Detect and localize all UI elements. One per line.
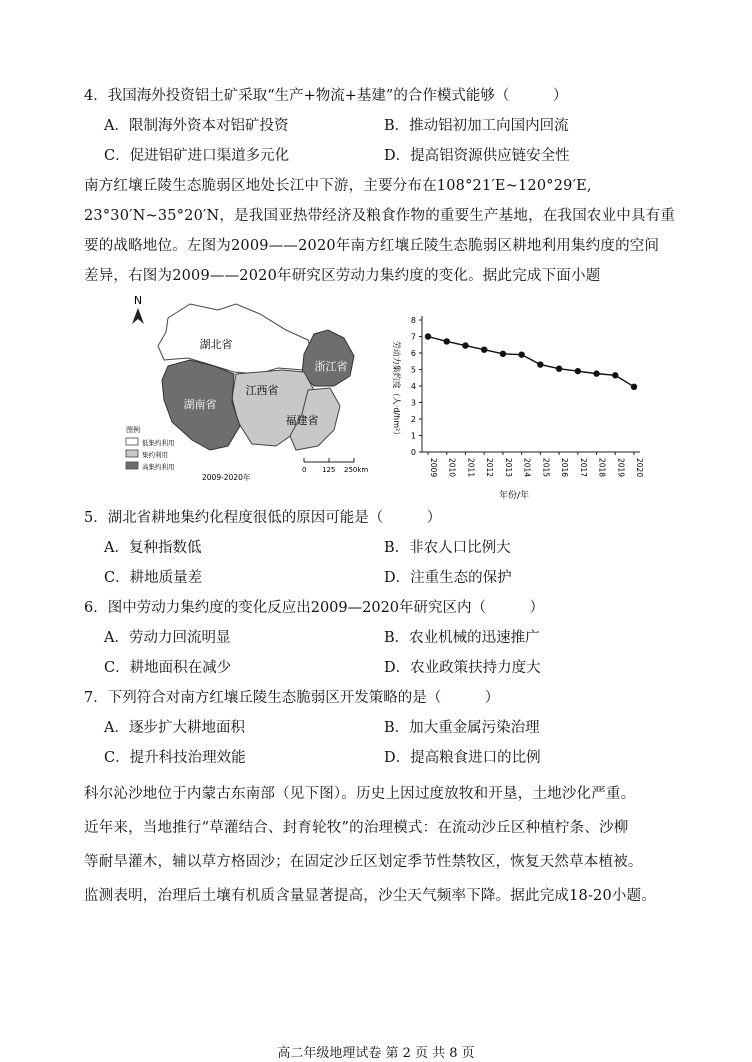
q7-option-d: D．提高粮食进口的比例 bbox=[384, 750, 541, 766]
scale-label-0: 0 bbox=[302, 466, 307, 474]
data-point bbox=[575, 368, 581, 374]
q4-option-d: D．提高铝资源供应链安全性 bbox=[384, 148, 570, 164]
intro1-line-3: 要的战略地位。左图为2009——2020年南方红壤丘陵生态脆弱区耕地利用集约度的空间 bbox=[84, 238, 660, 254]
y-tick-label: 2 bbox=[410, 415, 416, 424]
x-tick-label: 2019 bbox=[616, 458, 626, 478]
y-tick-label: 0 bbox=[410, 448, 416, 457]
y-tick-label: 8 bbox=[410, 316, 416, 325]
q7-option-c: C．提升科技治理效能 bbox=[104, 750, 246, 766]
y-tick-label: 3 bbox=[410, 398, 416, 408]
labor-intensity-chart bbox=[378, 300, 648, 505]
label-hubei: 湖北省 bbox=[199, 338, 233, 351]
page-footer: 高二年级地理试卷 第 2 页 共 8 页 bbox=[277, 1046, 475, 1061]
data-point bbox=[556, 365, 562, 371]
q5-option-a: A．复种指数低 bbox=[104, 540, 202, 556]
q6-option-b: B．农业机械的迅速推广 bbox=[384, 630, 540, 646]
q7-option-b: B．加大重金属污染治理 bbox=[384, 720, 540, 736]
legend-title: 图例 bbox=[126, 426, 140, 434]
y-tick-label: 4 bbox=[410, 382, 416, 391]
intro2-line-3: 等耐旱灌木，辅以草方格固沙；在固定沙丘区划定季节性禁牧区，恢复天然草本植被。 bbox=[84, 854, 643, 870]
q7-option-a: A．逐步扩大耕地面积 bbox=[104, 720, 245, 736]
q4-option-a: A．限制海外资本对铝矿投资 bbox=[104, 118, 289, 134]
x-tick-label: 2015 bbox=[541, 458, 551, 478]
y-axis-label: 劳动力集约度（人·d/hm²） bbox=[392, 340, 401, 440]
x-tick-label: 2010 bbox=[447, 458, 457, 478]
data-point bbox=[518, 351, 524, 357]
data-point bbox=[425, 333, 431, 339]
label-jiangxi: 江西省 bbox=[245, 384, 279, 397]
x-tick-label: 2020 bbox=[635, 458, 644, 478]
x-tick-label: 2017 bbox=[578, 458, 588, 478]
legend-label-high: 高集约利用 bbox=[142, 463, 175, 471]
q5-option-d: D．注重生态的保护 bbox=[384, 570, 512, 586]
north-arrow-icon bbox=[132, 308, 144, 324]
region-zhejiang bbox=[302, 330, 354, 386]
question-5-stem: 5．湖北省耕地集约化程度很低的原因可能是（ ） bbox=[84, 510, 442, 526]
q5-option-b: B．非农人口比例大 bbox=[384, 540, 511, 556]
x-tick-label: 2013 bbox=[503, 458, 513, 478]
data-point bbox=[500, 351, 506, 357]
intro1-line-2: 23°30′N~35°20′N，是我国亚热带经济及粮食作物的重要生产基地，在我国农业中具有重 bbox=[84, 208, 676, 224]
x-axis-label: 年份/年 bbox=[498, 491, 530, 501]
q4-option-b: B．推动铝初加工向国内回流 bbox=[384, 118, 569, 134]
label-zhejiang: 浙江省 bbox=[314, 360, 348, 373]
x-tick-label: 2011 bbox=[466, 458, 476, 478]
legend-label-mid: 集约利用 bbox=[142, 451, 168, 459]
question-7-stem: 7．下列符合对南方红壤丘陵生态脆弱区开发策略的是（ ） bbox=[84, 690, 500, 706]
data-point bbox=[631, 384, 637, 390]
y-tick-label: 5 bbox=[410, 365, 416, 375]
data-point bbox=[481, 347, 487, 353]
scale-label-125: 125 bbox=[322, 466, 336, 474]
legend-swatch-high bbox=[126, 462, 138, 469]
intro2-line-4: 监测表明，治理后土壤有机质含量显著提高，沙尘天气频率下降。据此完成18-20小题。 bbox=[84, 888, 656, 904]
q6-option-d: D．农业政策扶持力度大 bbox=[384, 660, 541, 676]
x-tick-label: 2018 bbox=[597, 458, 607, 478]
intro1-line-1: 南方红壤丘陵生态脆弱区地处长江中下游，主要分布在108°21′E~120°29′E, bbox=[84, 178, 592, 194]
y-tick-label: 7 bbox=[410, 332, 416, 342]
legend-swatch-mid bbox=[126, 450, 138, 457]
q4-option-c: C．促进铝矿进口渠道多元化 bbox=[104, 148, 290, 164]
data-point bbox=[612, 372, 618, 378]
x-tick-label: 2014 bbox=[522, 458, 532, 478]
data-point bbox=[462, 342, 468, 348]
y-tick-label: 1 bbox=[410, 431, 416, 441]
legend-label-low: 低集约利用 bbox=[142, 439, 175, 447]
x-tick-label: 2012 bbox=[485, 458, 495, 478]
intro2-line-1: 科尔沁沙地位于内蒙古东南部（见下图）。历史上因过度放牧和开垦，土地沙化严重。 bbox=[84, 786, 636, 802]
series-line bbox=[428, 337, 634, 387]
data-point bbox=[444, 338, 450, 344]
map-period: 2009-2020年 bbox=[202, 473, 251, 482]
label-fujian: 福建省 bbox=[285, 414, 319, 427]
intro1-line-4: 差异，右图为2009——2020年研究区劳动力集约度的变化。据此完成下面小题 bbox=[84, 268, 601, 284]
y-tick-label: 6 bbox=[410, 349, 416, 358]
legend-swatch-low bbox=[126, 438, 138, 445]
label-hunan: 湖南省 bbox=[183, 398, 217, 411]
data-point bbox=[593, 370, 599, 376]
intro2-line-2: 近年来，当地推行“草灌结合、封育轮牧”的治理模式：在流动沙丘区种植柠条、沙柳 bbox=[84, 820, 629, 836]
scale-label-250: 250km bbox=[344, 466, 369, 474]
q6-option-a: A．劳动力回流明显 bbox=[104, 630, 231, 646]
question-6-stem: 6．图中劳动力集约度的变化反应出2009—2020年研究区内（ ） bbox=[84, 600, 545, 616]
north-label: N bbox=[133, 294, 143, 307]
x-tick-label: 2009 bbox=[429, 458, 438, 478]
data-point bbox=[537, 361, 543, 367]
q5-option-c: C．耕地质量差 bbox=[104, 570, 203, 586]
province-map bbox=[118, 290, 370, 485]
q6-option-c: C．耕地面积在减少 bbox=[104, 660, 232, 676]
x-tick-label: 2016 bbox=[560, 458, 570, 478]
question-4-stem: 4．我国海外投资铝土矿采取“生产+物流+基建”的合作模式能够（ ） bbox=[84, 88, 568, 104]
